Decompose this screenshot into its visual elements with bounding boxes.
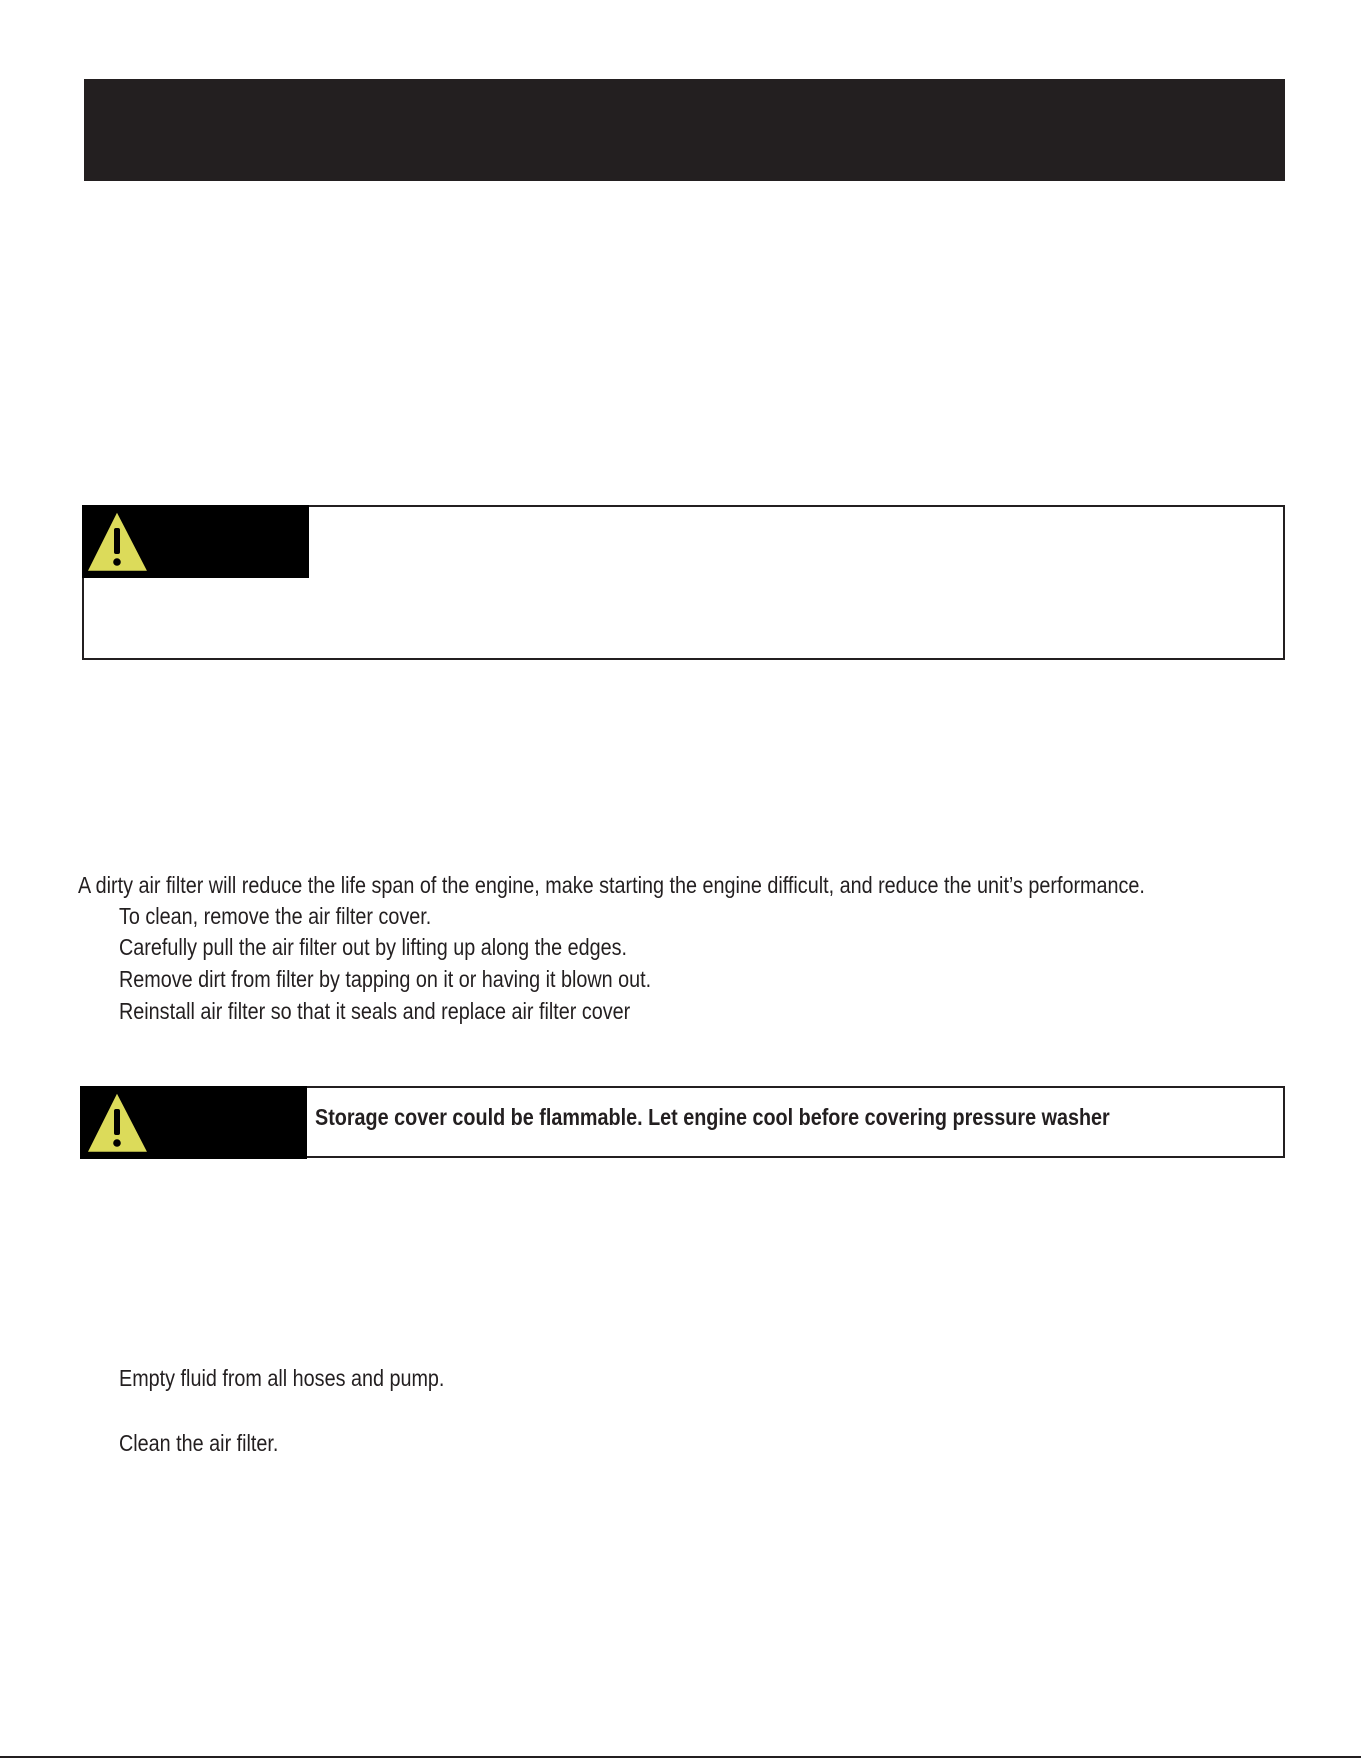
air-filter-step: Carefully pull the air filter out by lifting up along the edges. (119, 934, 627, 960)
warning-box-1 (82, 505, 1285, 660)
air-filter-step: Remove dirt from filter by tapping on it or having it blown out. (119, 966, 652, 992)
air-filter-step: Reinstall air filter so that it seals and replace air filter cover (119, 998, 631, 1024)
air-filter-intro: A dirty air filter will reduce the life span of the engine, make starting the engine difficult, and reduce the unit’s performance. (78, 872, 1145, 898)
warning-box-2 (80, 1086, 1285, 1158)
warning-text: Storage cover could be flammable. Let engine cool before covering pressure washer (315, 1104, 1110, 1130)
warning-triangle-icon (80, 1086, 307, 1159)
section-header-bar (84, 79, 1285, 181)
air-filter-step: To clean, remove the air filter cover. (119, 903, 432, 929)
footer-rule (0, 1756, 1361, 1758)
storage-step: Empty fluid from all hoses and pump. (119, 1365, 445, 1391)
warning-label-tab (82, 505, 309, 578)
storage-step: Clean the air filter. (119, 1430, 279, 1456)
warning-triangle-icon (82, 505, 309, 578)
warning-label-tab (80, 1086, 307, 1159)
